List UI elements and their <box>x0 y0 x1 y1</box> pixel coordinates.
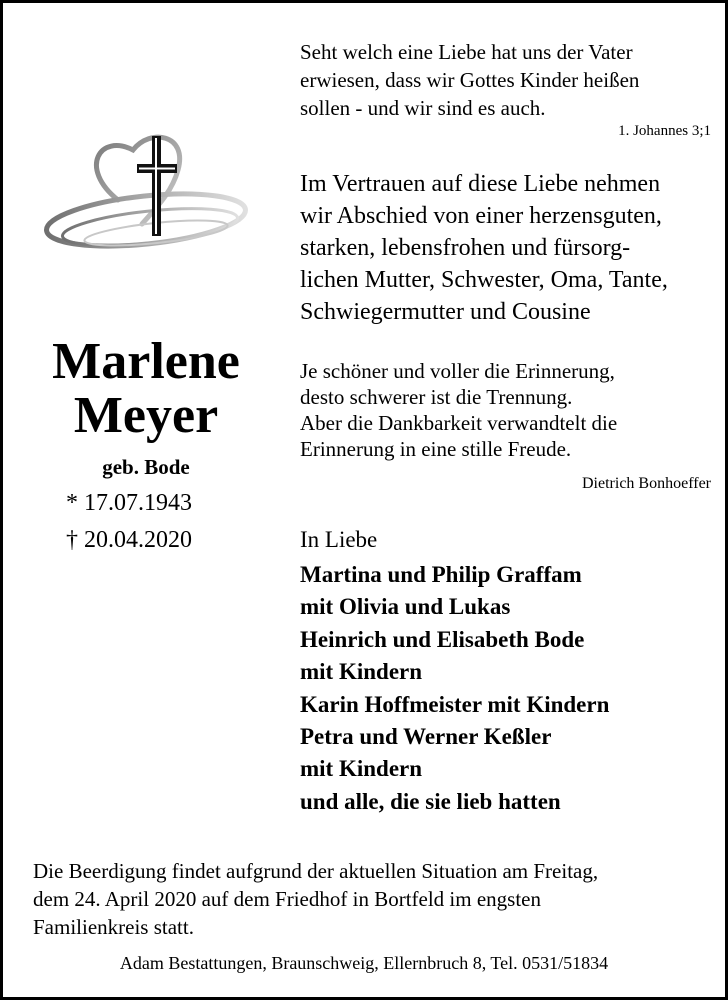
death-date: † 20.04.2020 <box>66 527 192 553</box>
mourner-line: Heinrich und Elisabeth Bode <box>300 626 585 652</box>
farewell-line: Im Vertrauen auf diese Liebe nehmen <box>300 171 661 197</box>
bible-verse-line: Seht welch eine Liebe hat uns der Vater <box>300 40 633 64</box>
bible-verse <box>300 38 720 122</box>
funeral-line: dem 24. April 2020 auf dem Friedhof in Bortfeld im engsten <box>33 887 541 911</box>
bible-verse-line: erwiesen, dass wir Gottes Kinder heißen <box>300 68 640 92</box>
birth-date: * 17.07.1943 <box>66 490 192 516</box>
mourners-list <box>300 559 609 818</box>
undertaker-contact: Adam Bestattungen, Braunschweig, Ellernbruch 8, Tel. 0531/51834 <box>119 953 609 973</box>
deceased-first-name: Marlene <box>52 333 240 390</box>
farewell-line: lichen Mutter, Schwester, Oma, Tante, <box>300 267 668 293</box>
funeral-announcement <box>33 857 713 941</box>
quote-line: Aber die Dankbarkeit verwandtelt die <box>300 411 618 435</box>
deceased-birth-name: geb. Bode <box>102 455 190 479</box>
mourner-line: und alle, die sie lieb hatten <box>300 788 561 814</box>
mourner-line: mit Olivia und Lukas <box>300 594 511 620</box>
bible-verse-line: sollen - und wir sind es auch. <box>300 96 546 120</box>
mourner-line: mit Kindern <box>300 756 423 782</box>
funeral-line: Familienkreis statt. <box>33 915 194 939</box>
mourners-intro: In Liebe <box>300 527 378 552</box>
farewell-line: wir Abschied von einer herzensguten, <box>300 203 662 229</box>
deceased-last-name: Meyer <box>73 387 219 444</box>
quote-author: Dietrich Bonhoeffer <box>582 475 711 492</box>
quote-line: desto schwerer ist die Trennung. <box>300 385 573 409</box>
quote-line: Erinnerung in eine stille Freude. <box>300 437 572 461</box>
heart-cross-emblem-icon <box>38 128 248 268</box>
quote-line: Je schöner und voller die Erinnerung, <box>300 359 615 383</box>
mourner-line: Martina und Philip Graffam <box>300 562 582 587</box>
farewell-text <box>300 168 668 328</box>
farewell-line: starken, lebensfrohen und fürsorg- <box>300 235 631 261</box>
mourner-line: Karin Hoffmeister mit Kindern <box>300 691 610 717</box>
funeral-line: Die Beerdigung findet aufgrund der aktuellen Situation am Freitag, <box>33 859 599 883</box>
bible-verse-reference: 1. Johannes 3;1 <box>618 123 711 139</box>
bonhoeffer-quote <box>300 358 617 462</box>
farewell-line: Schwiegermutter und Cousine <box>300 299 591 325</box>
mourner-line: mit Kindern <box>300 659 423 685</box>
mourner-line: Petra und Werner Keßler <box>300 724 552 750</box>
